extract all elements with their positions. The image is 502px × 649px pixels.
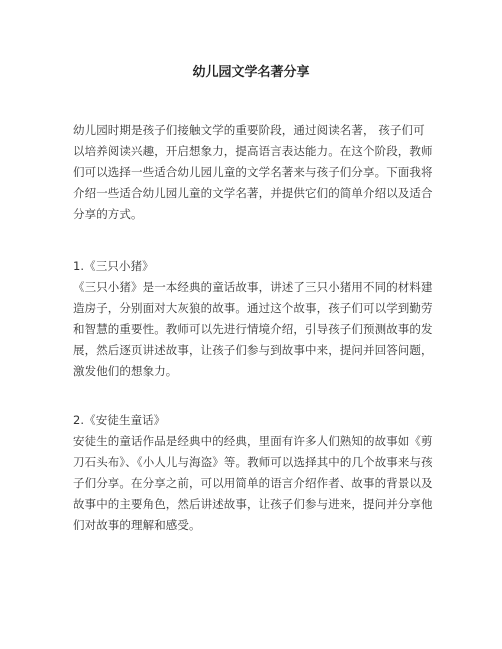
intro-paragraph: 幼儿园时期是孩子们接触文学的重要阶段，通过阅读名著， 孩子们可以培养阅读兴趣，开启想象力，提高语言表达能力。在这个阶段，教师们可以选择一些适合幼儿园儿童的文学名著来与孩子们分享。下面我将介绍一些适合幼儿园儿童的文学名著，并提供它们的简单介绍以及适合分享的方式。 (73, 123, 433, 221)
document-title: 幼儿园文学名著分享 (192, 65, 310, 80)
section-paragraph: 安徒生的童话作品是经典中的经典，里面有许多人们熟知的故事如《剪刀石头布》、《小人儿与海盗》等。教师可以选择其中的几个故事来与孩子们分享。在分享之前，可以用简单的语言介绍作者、故事的背景以及故事中的主要角色，然后讲述故事，让孩子们参与进来，提问并分享他们对故事的理解和感受。 (73, 434, 433, 532)
section-heading: 1.《三只小猪》 (73, 259, 154, 273)
section-paragraph: 《三只小猪》是一本经典的童话故事，讲述了三只小猪用不同的材料建造房子，分别面对大灰狼的故事。通过这个故事，孩子们可以学到勤劳和智慧的重要性。教师可以先进行情境介绍，引导孩子们预测故事的发展，然后逐页讲述故事，让孩子们参与到故事中来，提问并回答问题，激发他们的想象力。 (73, 280, 433, 378)
section-sanzhi-xiaozhu (73, 256, 433, 382)
section-andersen (73, 410, 433, 536)
section-heading: 2.《安徒生童话》 (73, 413, 166, 427)
